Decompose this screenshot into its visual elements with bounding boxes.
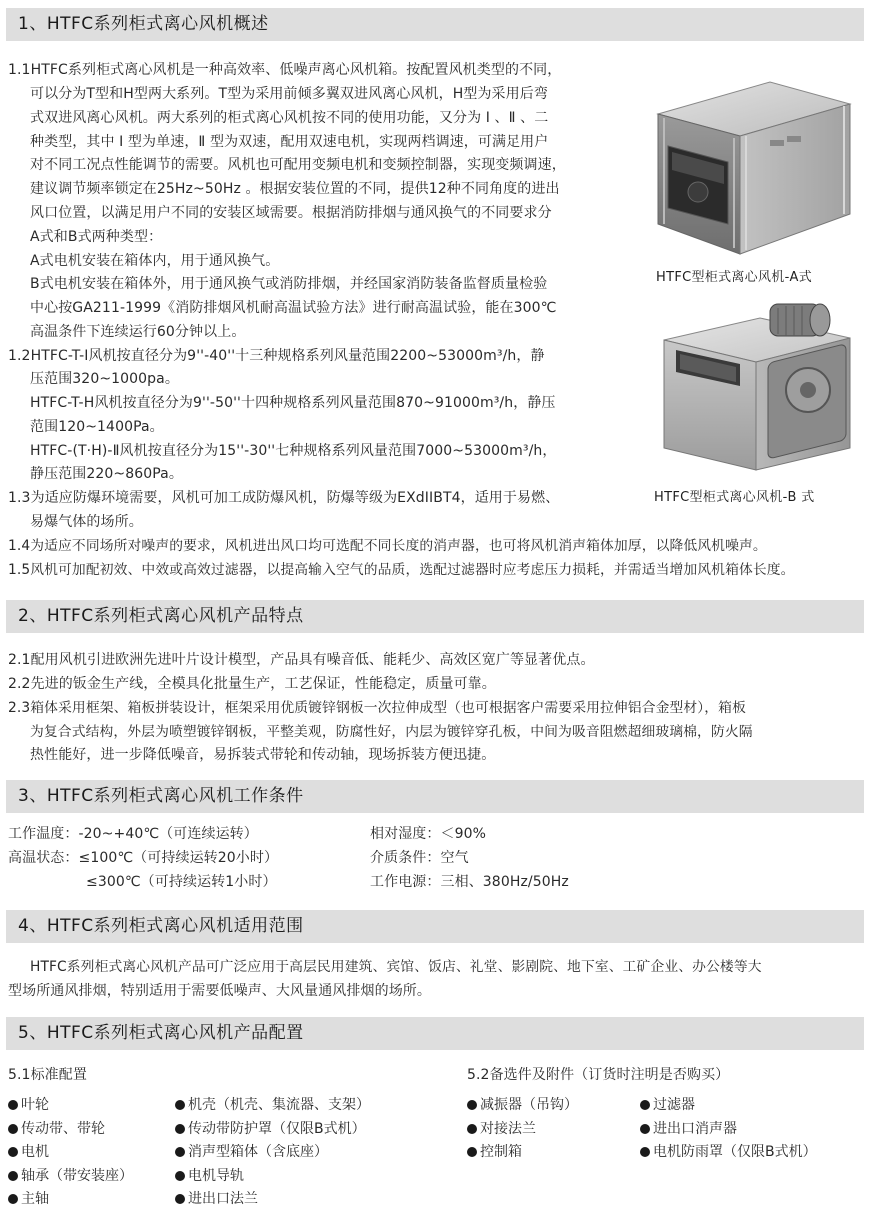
opt-item-6: 电机防雨罩（仅限B式机） <box>640 1141 817 1165</box>
bullet-icon <box>8 1100 18 1110</box>
bullet-icon <box>175 1147 185 1157</box>
s3-right-2: 介质条件：空气 <box>370 850 469 866</box>
std-item-4: 轴承（带安装座） <box>8 1165 133 1189</box>
s1-line-7: 风口位置，以满足用户不同的安装区域需要。根据消防排烟与通风换气的不同要求分 <box>30 205 552 221</box>
bullet-icon <box>175 1100 185 1110</box>
fan-cabinet-b-image <box>660 298 860 478</box>
s5-opt-title: 5.2备选件及附件（订货时注明是否购买） <box>467 1067 730 1083</box>
std-item-3: 电机 <box>8 1141 49 1165</box>
s2-line-3: 2.3箱体采用框架、箱板拼装设计，框架采用优质镀锌钢板一次拉伸成型（也可根据客户需要采用拉伸铝合金型材），箱板 <box>8 700 746 716</box>
bullet-icon <box>8 1147 18 1157</box>
bullet-icon <box>8 1171 18 1181</box>
s1-line-18: 静压范围220~860Pa。 <box>30 466 183 482</box>
s3-right-1: 相对湿度：＜90% <box>370 826 487 842</box>
section-1-header: 1、HTFC系列柜式离心风机概述 <box>6 8 864 41</box>
std-item-6: 机壳（机壳、集流器、支架） <box>175 1094 370 1118</box>
std-item-10: 进出口法兰 <box>175 1188 258 1212</box>
s3-right-3: 工作电源：三相、380Hz/50Hz <box>370 874 569 890</box>
opt-item-2: 对接法兰 <box>467 1118 536 1142</box>
s1-line-15: HTFC-T-H风机按直径分为9''-50''十四种规格系列风量范围870~91000m³/h，静压 <box>30 395 556 411</box>
s1-line-20: 易爆气体的场所。 <box>30 514 143 530</box>
opt-item-1: 减振器（吊钩） <box>467 1094 578 1118</box>
s1-line-21: 1.4为适应不同场所对噪声的要求，风机进出风口均可选配不同长度的消声器，也可将风机消声箱体加厚，以降低风机噪声。 <box>8 538 767 554</box>
s1-line-22: 1.5风机可加配初效、中效或高效过滤器，以提高输入空气的品质，选配过滤器时应考虑压力损耗，并需适当增加风机箱体长度。 <box>8 562 795 578</box>
s2-line-4: 为复合式结构，外层为喷塑镀锌钢板，平整美观，防腐性好，内层为镀锌穿孔板，中间为吸音阻燃超细玻璃棉，防火隔 <box>30 724 753 740</box>
s1-line-17: HTFC-(T·H)-Ⅱ风机按直径分为15''-30''七种规格系列风量范围7000~53000m³/h， <box>30 443 557 459</box>
s1-line-14: 压范围320~1000pa。 <box>30 371 179 387</box>
s1-line-6: 建议调节频率锁定在25Hz~50Hz 。根据安装位置的不同，提供12种不同角度的进出 <box>30 181 560 197</box>
opt-item-5: 进出口消声器 <box>640 1118 737 1142</box>
std-item-1: 叶轮 <box>8 1094 49 1118</box>
std-item-7: 传动带防护罩（仅限B式机） <box>175 1118 366 1142</box>
s3-left-2: 高温状态：≤100℃（可持续运转20小时） <box>8 850 279 866</box>
s2-line-5: 热性能好，进一步降低噪音，易拆装式带轮和传动轴，现场拆装方便迅捷。 <box>30 747 496 763</box>
s1-line-13: 1.2HTFC-T-Ⅰ风机按直径分为9''-40''十三种规格系列风量范围2200~53000m³/h，静 <box>8 348 545 364</box>
s1-line-19: 1.3为适应防爆环境需要，风机可加工成防爆风机，防爆等级为EXdIIBT4，适用于易燃、 <box>8 490 560 506</box>
section-3-header: 3、HTFC系列柜式离心风机工作条件 <box>6 780 864 813</box>
bullet-icon <box>8 1194 18 1204</box>
section-2-header: 2、HTFC系列柜式离心风机产品特点 <box>6 600 864 633</box>
bullet-icon <box>467 1100 477 1110</box>
bullet-icon <box>175 1124 185 1134</box>
s1-line-10: B式电机安装在箱体外，用于通风换气或消防排烟，并经国家消防装备监督质量检验 <box>30 276 548 292</box>
s2-line-1: 2.1配用风机引进欧洲先进叶片设计模型，产品具有噪音低、能耗少、高效区宽广等显著优点。 <box>8 652 595 668</box>
s1-line-1: 1.1HTFC系列柜式离心风机是一种高效率、低噪声离心风机箱。按配置风机类型的不同， <box>8 62 562 78</box>
std-item-5: 主轴 <box>8 1188 49 1212</box>
s1-line-11: 中心按GA211-1999《消防排烟风机耐高温试验方法》进行耐高温试验，能在300℃ <box>30 300 557 316</box>
bullet-icon <box>640 1124 650 1134</box>
bullet-icon <box>640 1147 650 1157</box>
bullet-icon <box>175 1194 185 1204</box>
s5-std-title: 5.1标准配置 <box>8 1067 87 1083</box>
s1-line-9: A式电机安装在箱体内，用于通风换气。 <box>30 253 280 269</box>
bullet-icon <box>467 1124 477 1134</box>
s1-line-16: 范围120~1400Pa。 <box>30 419 164 435</box>
caption-fan-a: HTFC型柜式离心风机-A式 <box>656 270 813 285</box>
std-item-8: 消声型箱体（含底座） <box>175 1141 328 1165</box>
s1-line-5: 对不同工况点性能调节的需要。风机也可配用变频电机和变频控制器，实现变频调速， <box>30 157 566 173</box>
s1-line-3: 式双进风离心风机。两大系列的柜式离心风机按不同的使用功能，又分为 Ⅰ 、Ⅱ 、二 <box>30 110 549 126</box>
bullet-icon <box>8 1124 18 1134</box>
bullet-icon <box>467 1147 477 1157</box>
fan-cabinet-a-image <box>650 74 855 264</box>
bullet-icon <box>640 1100 650 1110</box>
s1-line-4: 种类型，其中 Ⅰ 型为单速，Ⅱ 型为双速，配用双速电机，实现两档调速，可满足用户 <box>30 134 549 150</box>
s3-left-1: 工作温度：-20~+40℃（可连续运转） <box>8 826 258 842</box>
bullet-icon <box>175 1171 185 1181</box>
std-item-2: 传动带、带轮 <box>8 1118 105 1142</box>
s1-line-2: 可以分为T型和H型两大系列。T型为采用前倾多翼双进风离心风机，H型为采用后弯 <box>30 86 548 102</box>
s4-line-1: HTFC系列柜式离心风机产品可广泛应用于高层民用建筑、宾馆、饭店、礼堂、影剧院、地下室、工矿企业、办公楼等大 <box>30 959 762 975</box>
opt-item-4: 过滤器 <box>640 1094 695 1118</box>
s4-line-2: 型场所通风排烟，特别适用于需要低噪声、大风量通风排烟的场所。 <box>8 983 431 999</box>
s3-left-3: ≤300℃（可持续运转1小时） <box>86 874 277 890</box>
std-item-9: 电机导轨 <box>175 1165 244 1189</box>
section-5-header: 5、HTFC系列柜式离心风机产品配置 <box>6 1017 864 1050</box>
s1-line-8: A式和B式两种类型： <box>30 229 163 245</box>
s1-line-12: 高温条件下连续运行60分钟以上。 <box>30 324 246 340</box>
section-4-header: 4、HTFC系列柜式离心风机适用范围 <box>6 910 864 943</box>
opt-item-3: 控制箱 <box>467 1141 522 1165</box>
s2-line-2: 2.2先进的钣金生产线，全模具化批量生产，工艺保证，性能稳定，质量可靠。 <box>8 676 496 692</box>
caption-fan-b: HTFC型柜式离心风机-B 式 <box>654 490 815 505</box>
